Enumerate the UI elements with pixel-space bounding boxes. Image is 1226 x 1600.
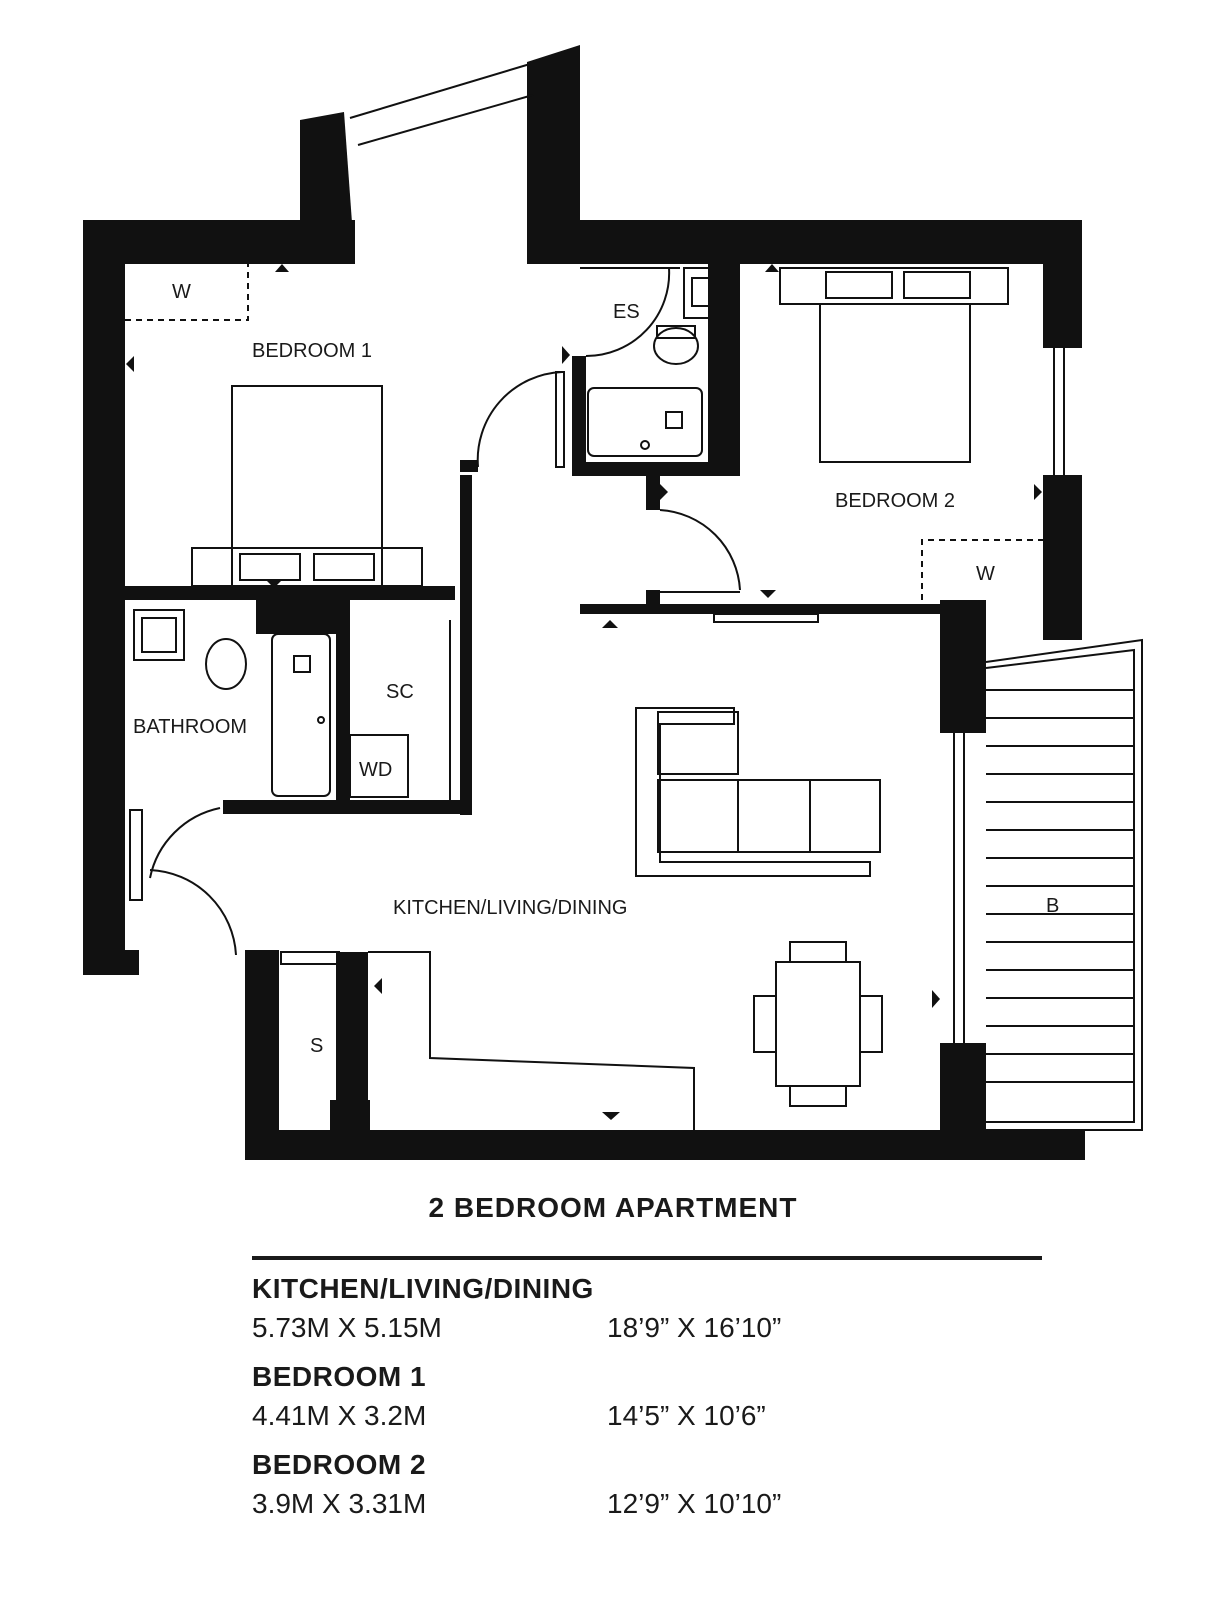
label-store: S <box>310 1035 324 1057</box>
wall-bath-sc <box>336 600 350 805</box>
bath-ensuite <box>588 388 702 456</box>
label-kitchen-living-dining: KITCHEN/LIVING/DINING <box>393 897 628 919</box>
wall-bottom <box>245 1130 1085 1160</box>
wall-bed2-jamb <box>646 476 660 510</box>
wall-es-left <box>572 356 586 471</box>
marker-bed1-left <box>126 356 134 372</box>
wall-bed2-bottom <box>580 604 942 614</box>
balcony-decking <box>986 690 1134 1082</box>
marker-kitchen-left <box>374 978 382 994</box>
marker-bed1-top <box>275 264 289 272</box>
label-bathroom: BATHROOM <box>133 716 248 738</box>
schedule-metric: 4.41M X 3.2M <box>252 1400 427 1431</box>
chair-right <box>860 996 882 1052</box>
bath-bathroom-tap <box>294 656 310 672</box>
schedule-kitchen <box>252 1270 1042 1348</box>
bay-window-inner <box>358 95 533 145</box>
door-swing-entrance <box>150 808 220 878</box>
apartment-title: 2 BEDROOM APARTMENT <box>428 1192 798 1223</box>
label-bedroom-2: BEDROOM 2 <box>835 490 956 512</box>
schedule-room-name: BEDROOM 2 <box>252 1449 427 1480</box>
schedule-bedroom-1 <box>252 1358 1042 1436</box>
schedule-metric: 3.9M X 3.31M <box>252 1488 427 1519</box>
wall-bed1-door-jamb <box>460 460 478 472</box>
schedule-room-name: KITCHEN/LIVING/DINING <box>252 1273 594 1304</box>
wall-bed1-bath <box>125 586 455 600</box>
door-swing-bedroom-2 <box>660 510 740 590</box>
wall-left <box>83 220 125 975</box>
label-balcony: B <box>1046 895 1060 917</box>
sofa-outline <box>636 708 870 876</box>
schedule-room-name: BEDROOM 1 <box>252 1361 427 1392</box>
label-storage-cupboard: SC <box>386 681 414 703</box>
wall-balcony-top <box>940 600 986 733</box>
wall-store-foot <box>330 1100 370 1130</box>
schedule-dimensions <box>252 1308 1042 1348</box>
label-wardrobe-2: W <box>976 563 995 585</box>
wall-bay-left <box>300 112 355 264</box>
wall-sc-right <box>460 475 472 815</box>
wall-store-top <box>245 950 275 966</box>
pillow-2a <box>826 272 892 298</box>
schedule-bedroom-2 <box>252 1446 1042 1524</box>
marker-bed2-door <box>660 484 668 500</box>
chair-top <box>790 942 846 962</box>
toilet-ensuite <box>654 328 698 364</box>
bath-bathroom-drain <box>318 717 324 723</box>
schedule-imperial: 12’9” X 10’10” <box>607 1488 782 1519</box>
door-entrance <box>130 810 142 900</box>
wall-es-right <box>708 264 740 476</box>
chair-bottom <box>790 1086 846 1106</box>
chair-left <box>754 996 776 1052</box>
store-door <box>281 952 339 964</box>
kitchen-counter <box>368 952 694 1130</box>
label-ensuite: ES <box>613 301 640 323</box>
marker-kitchen-bottom <box>602 1112 620 1120</box>
tv-unit <box>714 614 818 622</box>
marker-living-top <box>602 620 618 628</box>
bath-bathroom <box>272 634 330 796</box>
walls <box>83 45 1085 1160</box>
bath-ensuite-drain <box>641 441 649 449</box>
wall-right-mid <box>1043 475 1082 640</box>
wall-bath-block <box>256 600 346 634</box>
marker-bed2-right <box>1034 484 1042 500</box>
title-divider <box>252 1256 1042 1260</box>
label-washer-dryer: WD <box>359 759 393 781</box>
wall-top-right <box>527 220 1082 264</box>
pillow-1a <box>240 554 300 580</box>
wall-bay-right <box>527 45 580 240</box>
label-wardrobe-1: W <box>172 281 191 303</box>
bay-window-top <box>350 64 530 118</box>
marker-dining-right <box>932 990 940 1008</box>
bed-2 <box>820 304 970 462</box>
toilet-bathroom <box>206 639 246 689</box>
wall-right-top <box>1043 220 1082 348</box>
marker-bed2-bottom <box>760 590 776 598</box>
sofa-base <box>658 780 880 852</box>
schedule-dimensions <box>252 1396 1042 1436</box>
wall-store-left <box>245 950 279 1160</box>
schedule-imperial: 14’5” X 10’6” <box>607 1400 766 1431</box>
basin-bathroom-bowl <box>142 618 176 652</box>
room-schedule <box>252 1270 1042 1534</box>
pillow-2b <box>904 272 970 298</box>
pillow-1b <box>314 554 374 580</box>
marker-bed2-top <box>765 264 779 272</box>
marker-es <box>562 346 570 364</box>
door-swing-bedroom-1 <box>478 372 562 467</box>
schedule-metric: 5.73M X 5.15M <box>252 1312 442 1343</box>
bed-1 <box>232 386 382 586</box>
headboard-2 <box>780 268 1008 304</box>
headboard-1 <box>192 548 422 586</box>
wall-bed2-jamb-low <box>646 590 660 606</box>
wall-bottom-left <box>83 950 139 975</box>
door-bedroom-1 <box>556 372 564 467</box>
label-bedroom-1: BEDROOM 1 <box>252 340 373 362</box>
schedule-imperial: 18’9” X 16’10” <box>607 1312 782 1343</box>
door-swing-entrance-2 <box>150 870 236 955</box>
wall-bath-bottom <box>223 800 471 814</box>
sofa-seat-1 <box>658 712 738 774</box>
bath-ensuite-tap <box>666 412 682 428</box>
dining-table <box>776 962 860 1086</box>
schedule-dimensions <box>252 1484 1042 1524</box>
